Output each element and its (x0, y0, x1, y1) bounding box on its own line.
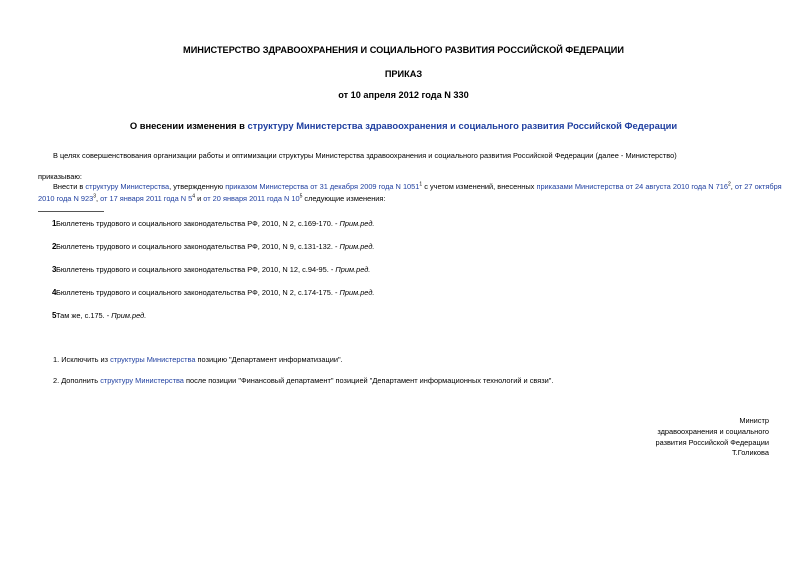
footnote-ref-4[interactable]: 4 (192, 193, 196, 200)
order-716-link[interactable]: приказами Министерства от 24 августа 2010 года N 716 (536, 182, 729, 191)
footnote-text: Бюллетень трудового и социального законодательства РФ, 2010, N 2, с.169-170. - (56, 219, 340, 228)
footnote-text: Бюллетень трудового и социального законодательства РФ, 2010, N 9, с.131-132. - (56, 242, 340, 251)
title-prefix: О внесении изменения в (129, 120, 248, 131)
footnote-mark: 5 (52, 311, 57, 320)
footnote-note: Прим.ред. (339, 219, 375, 228)
signature-name: Т.Голикова (731, 448, 769, 457)
structure-link[interactable]: структуру Министерства (85, 182, 170, 191)
footnote-2 (52, 242, 374, 252)
footnote-ref-3[interactable]: 3 (93, 193, 96, 200)
order-word: приказываю: (38, 172, 82, 181)
body-text-7: следующие изменения: (302, 194, 386, 203)
footnote-separator (38, 211, 104, 212)
title-structure-link[interactable]: структуру Министерства здравоохранения и социального развития Российской Федерации (247, 120, 678, 131)
body-line-2 (38, 194, 385, 203)
item-2-post: после позиции "Финансовый департамент" позицией "Департамент информационных технологий и связи". (183, 376, 554, 385)
doc-type-heading: ПРИКАЗ (384, 69, 423, 79)
footnote-ref-2[interactable]: 2 (728, 181, 731, 188)
body-line-1 (53, 182, 782, 191)
order-10-link[interactable]: от 20 января 2011 года N 10 (203, 194, 300, 203)
footnote-text: Бюллетень трудового и социального законодательства РФ, 2010, N 2, с.174-175. - (56, 288, 340, 297)
item-2 (53, 376, 553, 385)
item-1-pre: 1. Исключить из (53, 355, 111, 364)
date-number-heading: от 10 апреля 2012 года N 330 (338, 90, 469, 100)
signature-line-2: здравоохранения и социального (657, 427, 769, 436)
item-1 (53, 355, 343, 364)
ministry-heading: МИНИСТЕРСТВО ЗДРАВООХРАНЕНИЯ И СОЦИАЛЬНОГО РАЗВИТИЯ РОССИЙСКОЙ ФЕДЕРАЦИИ (183, 45, 624, 55)
item-2-structure-link[interactable]: структуру Министерства (100, 376, 184, 385)
order-923-link-part1[interactable]: от 27 октября (734, 182, 782, 191)
order-5-link[interactable]: от 17 января 2011 года N 5 (100, 194, 193, 203)
footnote-ref-5[interactable]: 5 (299, 193, 303, 200)
footnote-mark: 4 (52, 288, 57, 297)
item-2-pre: 2. Дополнить (53, 376, 101, 385)
order-1051-link[interactable]: приказом Министерства от 31 декабря 2009 года N 1051 (225, 182, 420, 191)
signature-title: Министр (739, 416, 769, 425)
body-text-2: , утвержденную (169, 182, 226, 191)
order-923-link-part2[interactable]: 2010 года N 923 (38, 194, 94, 203)
footnote-mark: 1 (52, 219, 57, 228)
footnote-4 (52, 288, 374, 298)
document-title (0, 120, 807, 132)
footnote-mark: 3 (52, 265, 57, 274)
body-text-6: и (195, 194, 204, 203)
footnote-1 (52, 219, 374, 229)
footnote-note: Прим.ред. (111, 311, 147, 320)
footnote-text: Там же, с.175. - (56, 311, 112, 320)
footnote-note: Прим.ред. (335, 265, 371, 274)
item-1-post: позицию "Департамент информатизации". (195, 355, 343, 364)
footnote-note: Прим.ред. (339, 288, 375, 297)
footnote-mark: 2 (52, 242, 57, 251)
signature-line-3: развития Российской Федерации (655, 438, 769, 447)
item-1-structure-link[interactable]: структуры Министерства (110, 355, 196, 364)
preamble-text: В целях совершенствования организации работы и оптимизации структуры Министерства здравоохранения и социального развития Российской Федерации (далее - Министерство) (53, 151, 677, 160)
footnote-note: Прим.ред. (339, 242, 375, 251)
footnote-5 (52, 311, 146, 321)
footnote-ref-1[interactable]: 1 (419, 181, 423, 188)
body-text-4: , (730, 182, 735, 191)
body-text-5: , (95, 194, 101, 203)
body-text-3: с учетом изменений, внесенных (422, 182, 537, 191)
footnote-3 (52, 265, 370, 275)
footnote-text: Бюллетень трудового и социального законодательства РФ, 2010, N 12, с.94-95. - (56, 265, 336, 274)
body-text-1: Внести в (53, 182, 86, 191)
